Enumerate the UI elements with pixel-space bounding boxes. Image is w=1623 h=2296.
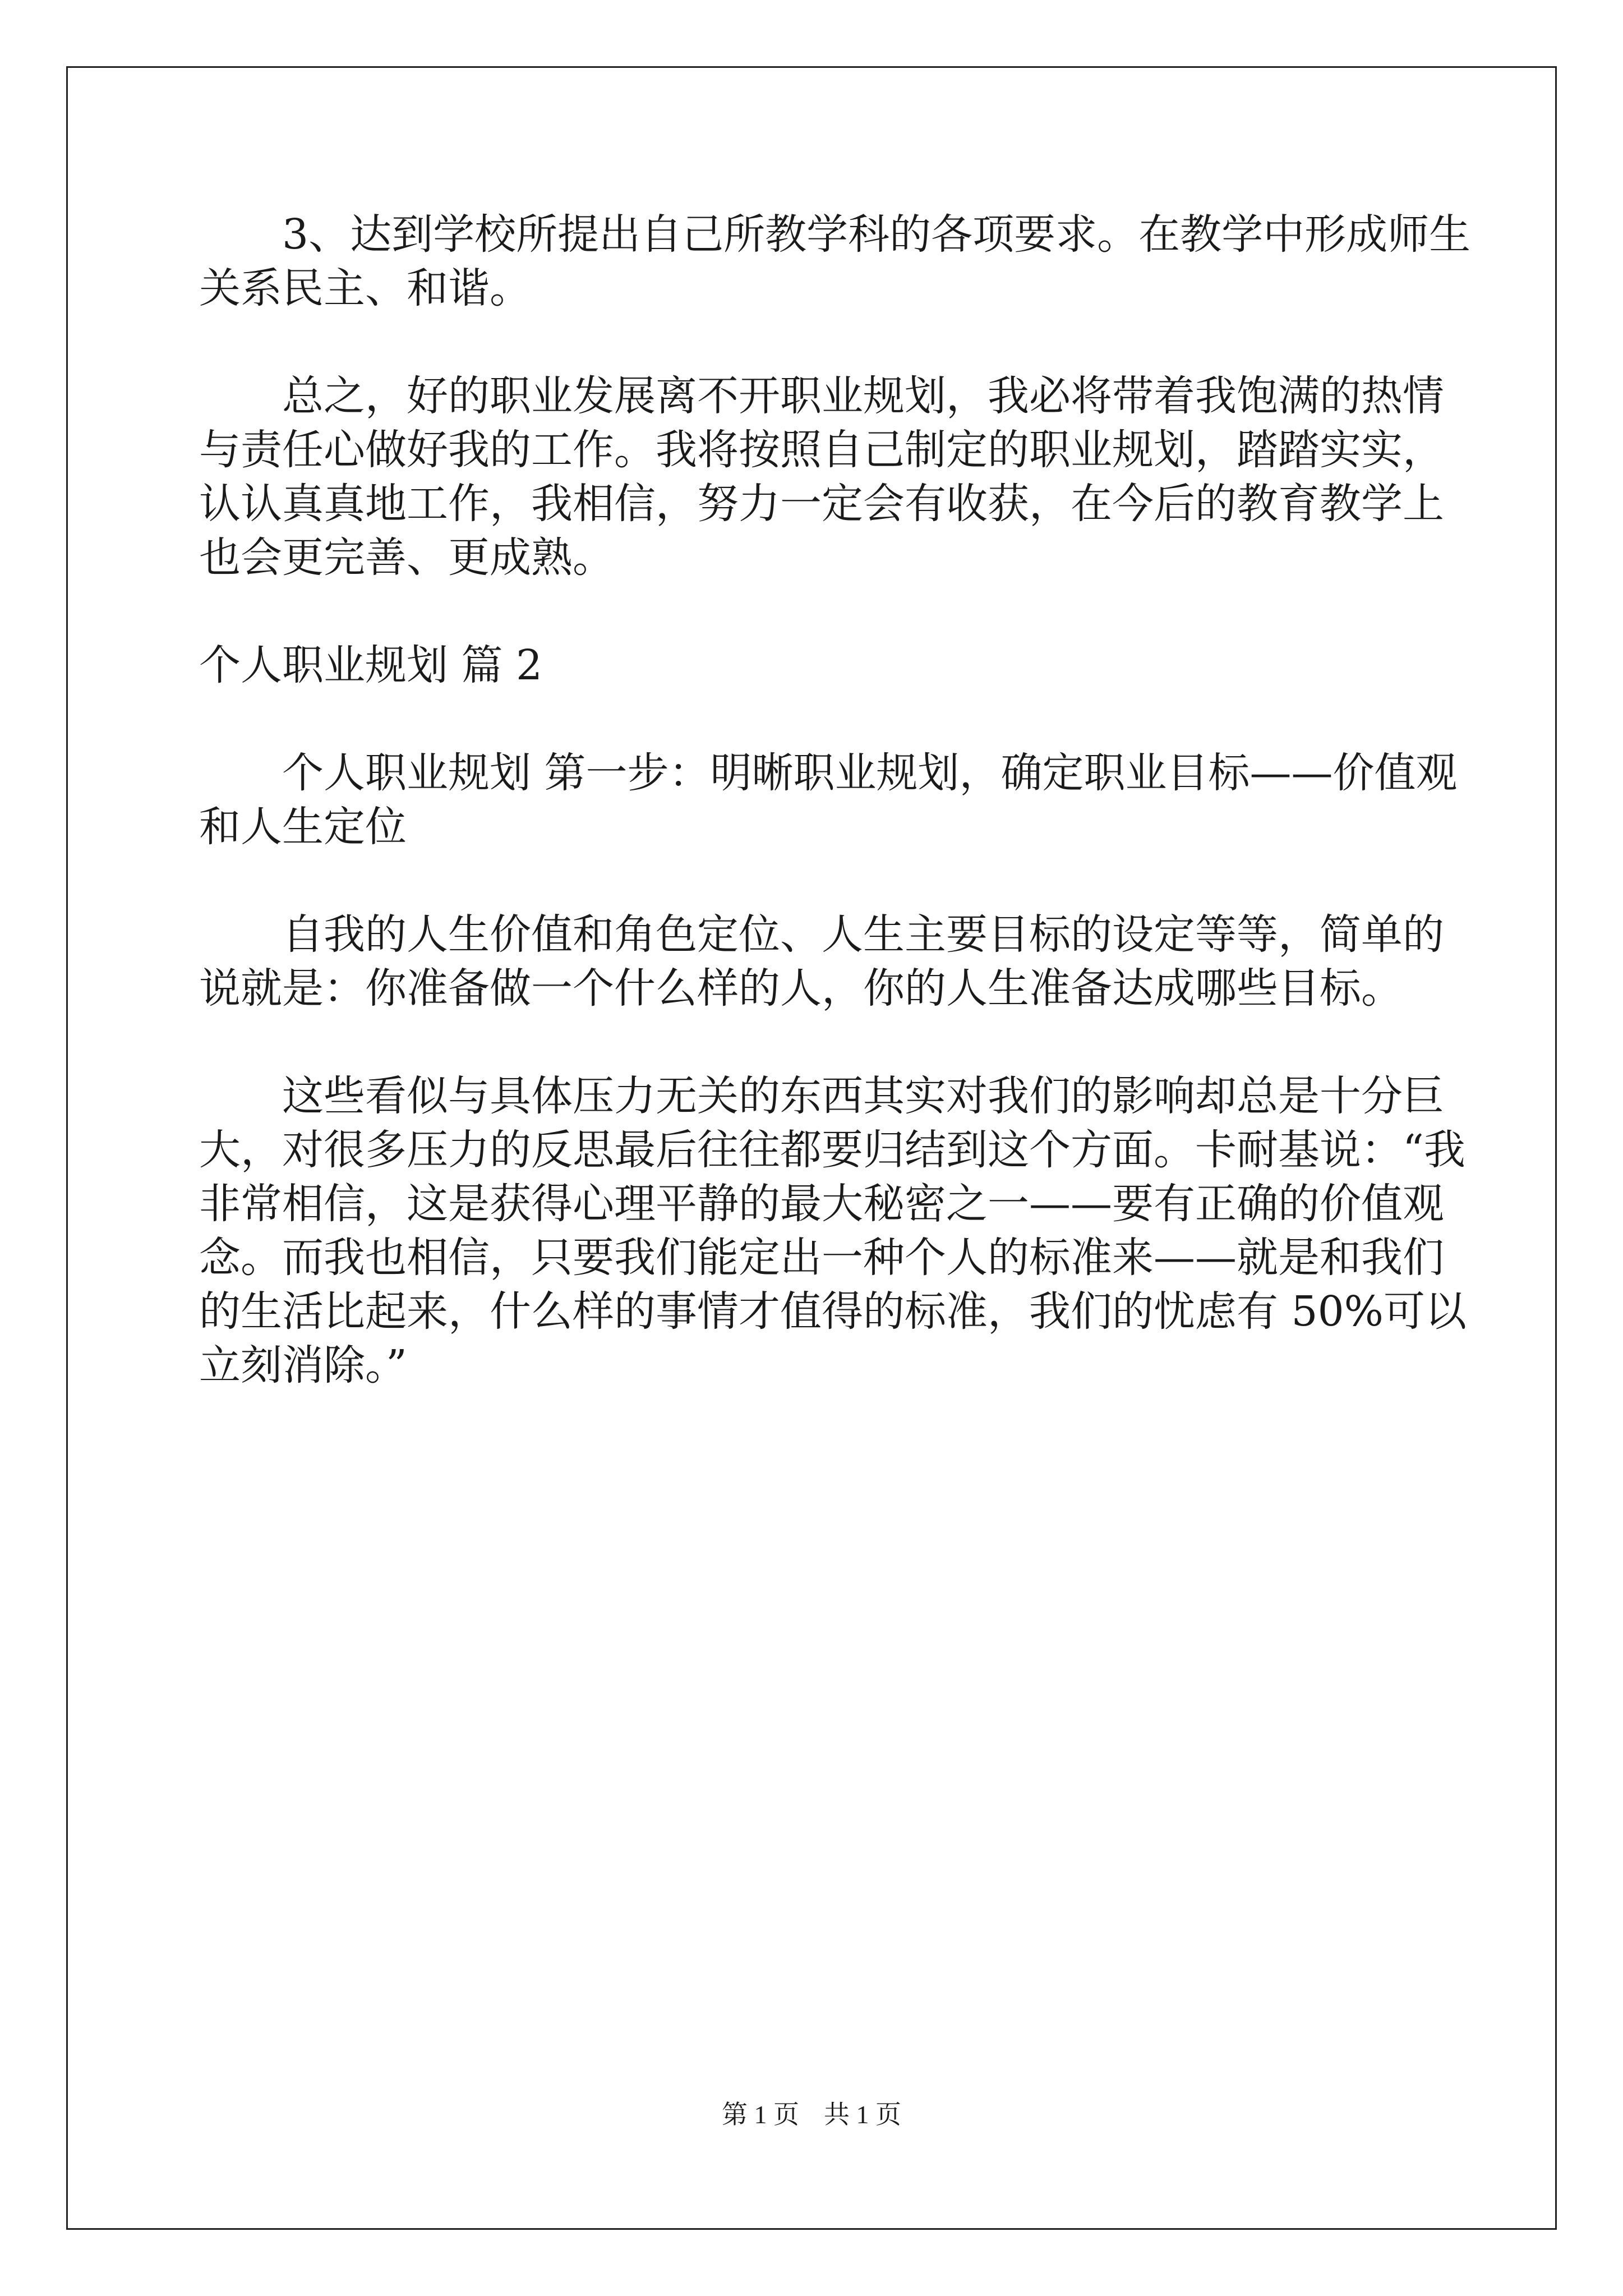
text-line: 和人生定位 bbox=[199, 803, 407, 851]
paragraph-carnegie-quote bbox=[199, 1069, 1467, 1392]
text-line: 这些看似与具体压力无关的东西其实对我们的影响却总是十分巨 bbox=[282, 1072, 1444, 1120]
text-line: 大，对很多压力的反思最后往往都要归结到这个方面。卡耐基说：“我 bbox=[199, 1126, 1465, 1174]
text-line: 认认真真地工作，我相信，努力一定会有收获，在今后的教育教学上 bbox=[199, 480, 1444, 528]
text-line: 总之，好的职业发展离不开职业规划，我必将带着我饱满的热情 bbox=[282, 372, 1444, 420]
text-line: 个人职业规划 第一步：明晰职业规划，确定职业目标——价值观 bbox=[282, 749, 1458, 797]
paragraph-conclusion bbox=[199, 369, 1444, 585]
text-line: 3、达到学校所提出自己所教学科的各项要求。在教学中形成师生 bbox=[282, 210, 1471, 259]
text-line: 立刻消除。” bbox=[199, 1341, 407, 1389]
text-line: 念。而我也相信，只要我们能定出一种个人的标准来——就是和我们 bbox=[199, 1234, 1444, 1282]
text-line: 与责任心做好我的工作。我将按照自己制定的职业规划，踏踏实实， bbox=[199, 426, 1444, 474]
text-line: 自我的人生价值和角色定位、人生主要目标的设定等等，简单的 bbox=[282, 910, 1444, 959]
paragraph-requirements bbox=[199, 208, 1471, 315]
text-line: 的生活比起来，什么样的事情才值得的标准，我们的忧虑有 50%可以 bbox=[199, 1287, 1467, 1336]
text-line: 说就是：你准备做一个什么样的人，你的人生准备达成哪些目标。 bbox=[199, 964, 1403, 1013]
text-line: 非常相信，这是获得心理平静的最大秘密之一——要有正确的价值观 bbox=[199, 1180, 1444, 1228]
section-heading bbox=[199, 638, 1430, 692]
page-total: 共 1 页 bbox=[824, 2100, 901, 2129]
paragraph-step-one bbox=[199, 746, 1458, 854]
paragraph-self-value bbox=[199, 908, 1444, 1015]
text-line: 关系民主、和谐。 bbox=[199, 264, 531, 312]
page-footer bbox=[0, 2098, 1623, 2132]
page-number: 第 1 页 bbox=[722, 2100, 799, 2129]
heading-line: 个人职业规划 篇 2 bbox=[199, 641, 543, 689]
text-line: 也会更完善、更成熟。 bbox=[199, 533, 614, 582]
document-body bbox=[199, 208, 1471, 1392]
